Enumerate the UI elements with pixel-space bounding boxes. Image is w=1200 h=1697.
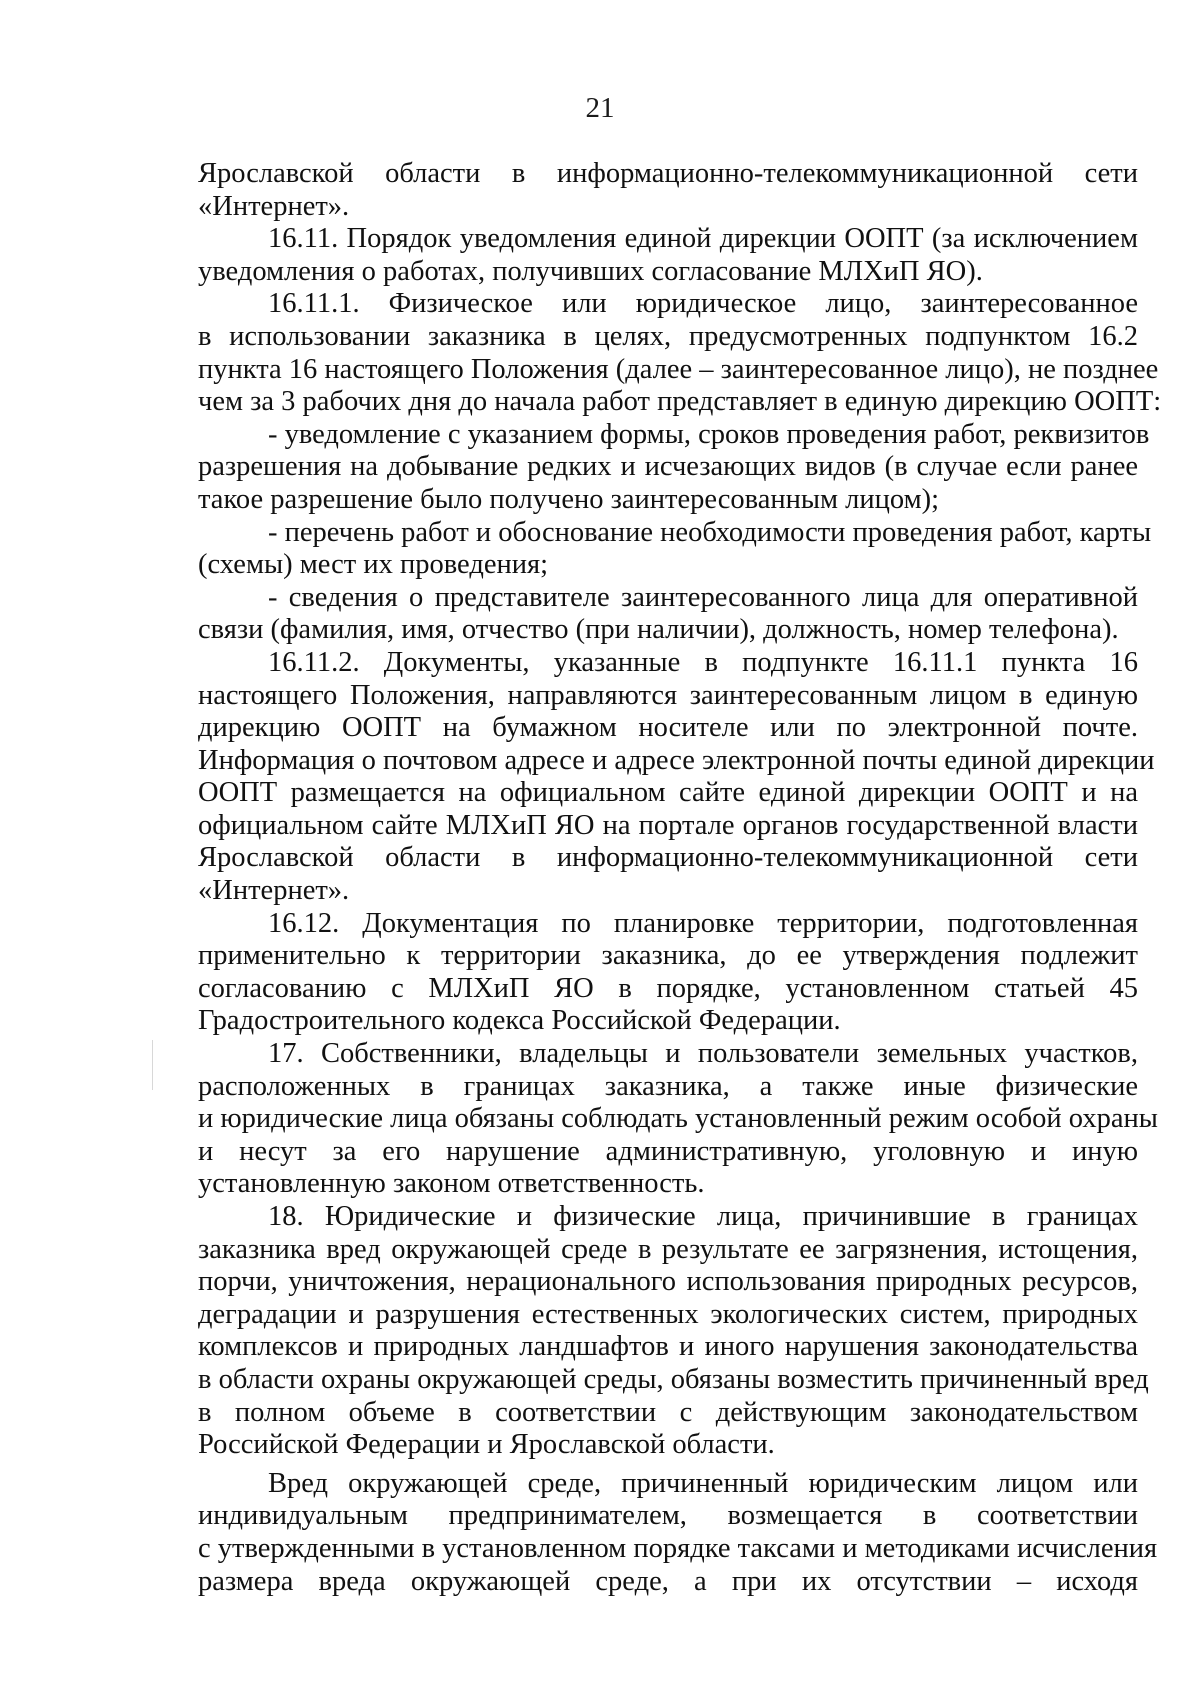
- text-line: применительно к территории заказника, до ее утверждения подлежит: [198, 940, 1138, 972]
- paragraph-18-line: 18. Юридические и физические лица, причинившие в границах: [268, 1201, 1138, 1232]
- text-line: заказника вред окружающей среде в результате ее загрязнения, истощения,: [198, 1233, 1138, 1265]
- text-line: деградации и разрушения естественных экологических систем, природных: [198, 1298, 1138, 1330]
- text-line: Информация о почтовом адресе и адресе электронной почты единой дирекции: [198, 744, 1155, 776]
- text-line: «Интернет».: [198, 190, 350, 222]
- text-line: Градостроительного кодекса Российской Федерации.: [198, 1005, 841, 1037]
- list-item-line: - уведомление с указанием формы, сроков проведения работ, реквизитов: [268, 418, 1150, 450]
- paragraph-16-11-2-line: 16.11.2. Документы, указанные в подпункте 16.11.1 пункта 16: [268, 646, 1138, 678]
- text-line: комплексов и природных ландшафтов и иного нарушения законодательства: [198, 1331, 1138, 1363]
- paragraph-16-12-line: 16.12. Документация по планировке территории, подготовленная: [268, 907, 1138, 939]
- text-line: чем за 3 рабочих дня до начала работ представляет в единую дирекцию ООПТ:: [198, 386, 1162, 418]
- text-line: с утвержденными в установленном порядке таксами и методиками исчисления: [198, 1532, 1158, 1564]
- text-line: Ярославской области в информационно-телекоммуникационной сети: [198, 158, 1138, 189]
- text-line: и юридические лица обязаны соблюдать установленный режим особой охраны: [198, 1103, 1158, 1135]
- text-line: уведомления о работах, получивших согласование МЛХиП ЯО).: [198, 255, 983, 287]
- paragraph-16-11-line: 16.11. Порядок уведомления единой дирекции ООПТ (за исключением: [268, 223, 1138, 255]
- paragraph-harm-line: Вред окружающей среде, причиненный юридическим лицом или: [268, 1467, 1138, 1499]
- text-line: дирекцию ООПТ на бумажном носителе или по электронной почте.: [198, 712, 1138, 744]
- text-line: индивидуальным предпринимателем, возмещается в соответствии: [198, 1500, 1138, 1532]
- text-line: (схемы) мест их проведения;: [198, 549, 549, 581]
- text-line: официальном сайте МЛХиП ЯО на портале органов государственной власти: [198, 809, 1138, 841]
- text-line: такое разрешение было получено заинтересованным лицом);: [198, 483, 940, 515]
- text-line: разрешения на добывание редких и исчезающих видов (в случае если ранее: [198, 451, 1138, 483]
- text-line: расположенных в границах заказника, а также иные физические: [198, 1070, 1138, 1102]
- scan-margin-mark: [152, 1040, 153, 1090]
- list-item-line: - сведения о представителе заинтересованного лица для оперативной: [268, 581, 1138, 613]
- text-line: настоящего Положения, направляются заинтересованным лицом в единую: [198, 679, 1138, 711]
- text-line: в области охраны окружающей среды, обязаны возместить причиненный вред: [198, 1363, 1149, 1395]
- list-item-line: - перечень работ и обоснование необходимости проведения работ, карты: [268, 516, 1152, 548]
- text-line: согласованию с МЛХиП ЯО в порядке, установленном статьей 45: [198, 972, 1138, 1004]
- paragraph-16-11-1-line: 16.11.1. Физическое или юридическое лицо, заинтересованное: [268, 288, 1138, 320]
- text-line: пункта 16 настоящего Положения (далее – заинтересованное лицо), не позднее: [198, 353, 1159, 385]
- text-line: «Интернет».: [198, 875, 350, 907]
- text-line: ООПТ размещается на официальном сайте единой дирекции ООПТ и на: [198, 777, 1138, 809]
- document-body: [198, 158, 1162, 1598]
- page-number: 21: [585, 92, 615, 124]
- text-line: в использовании заказника в целях, предусмотренных подпунктом 16.2: [198, 320, 1138, 352]
- text-line: установленную законом ответственность.: [198, 1168, 705, 1200]
- text-line: Ярославской области в информационно-телекоммуникационной сети: [198, 842, 1138, 874]
- text-line: Российской Федерации и Ярославской области.: [198, 1429, 775, 1461]
- text-line: и несут за его нарушение административную, уголовную и иную: [198, 1135, 1138, 1167]
- text-line: в полном объеме в соответствии с действующим законодательством: [198, 1396, 1138, 1428]
- text-line: размера вреда окружающей среде, а при их отсутствии – исходя: [198, 1565, 1138, 1597]
- text-line: порчи, уничтожения, нерационального использования природных ресурсов,: [198, 1266, 1138, 1298]
- text-line: связи (фамилия, имя, отчество (при наличии), должность, номер телефона).: [198, 614, 1119, 646]
- paragraph-17-line: 17. Собственники, владельцы и пользователи земельных участков,: [268, 1038, 1138, 1070]
